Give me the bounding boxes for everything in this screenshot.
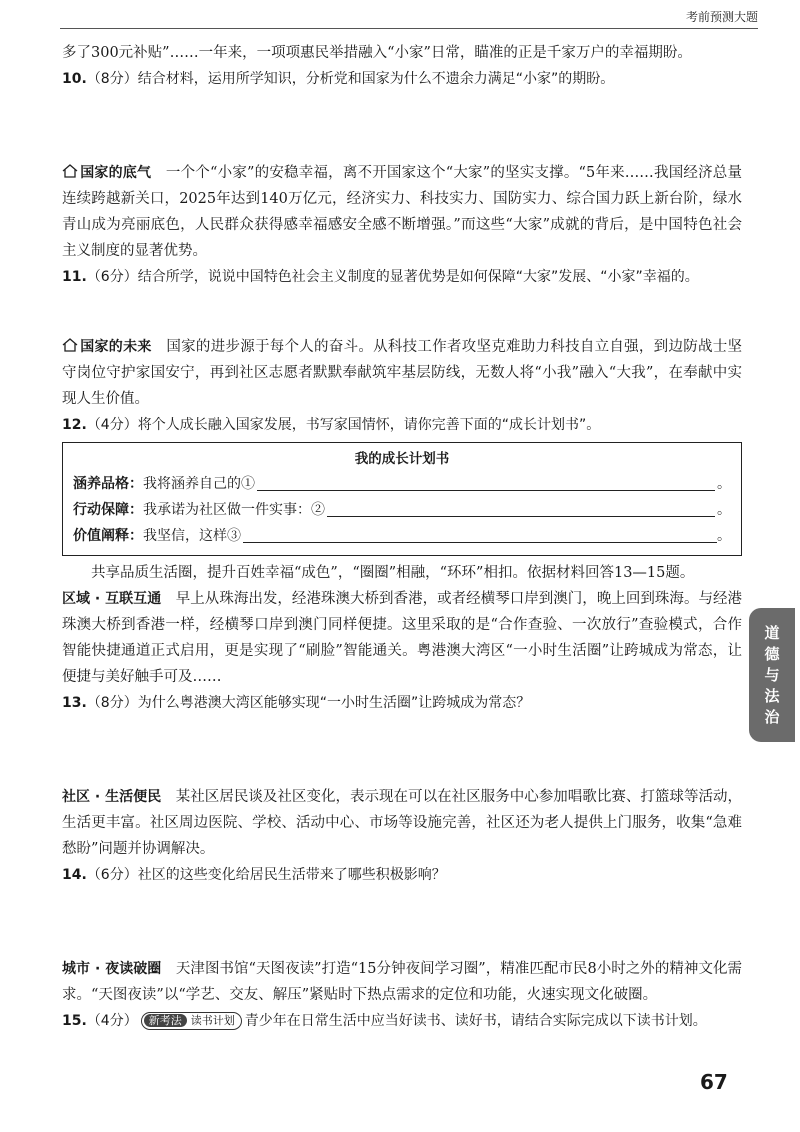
question-number: 10	[62, 71, 82, 87]
section-title: 区域 · 互联互通	[62, 591, 162, 607]
question-number: 11	[62, 269, 82, 285]
question-score: （8分）	[86, 695, 138, 711]
section-text: 天津图书馆“天图夜读”打造“15分钟夜间学习圈”，精准匹配市民8小时之外的精神文化需求。“天图夜读”以“学艺、交友、解压”紧贴时下热点需求的定位和功能，火速实现文化破圈。	[62, 961, 743, 1003]
question-score: （6分）	[86, 867, 138, 883]
question-text: 青少年在日常生活中应当好读书、读好书，请结合实际完成以下读书计划。	[244, 1013, 707, 1029]
answer-blank-2[interactable]	[327, 515, 715, 517]
section-title: 社区 · 生活便民	[62, 789, 162, 805]
question-text: 将个人成长融入国家发展，书写家国情怀，请你完善下面的“成长计划书”。	[137, 417, 601, 433]
question-score: （6分）	[86, 269, 138, 285]
badge-dark-label: 新考法	[144, 1014, 187, 1027]
section-region	[62, 586, 742, 690]
question-score: （4分）	[86, 417, 138, 433]
house-icon	[62, 164, 78, 178]
plan-row-label: 行动保障：	[73, 502, 143, 518]
page-content	[62, 40, 742, 1034]
section-text: 一个个“小家”的安稳幸福，离不开国家这个“大家”的坚实支撑。“5年来……我国经济总量连续跨越新关口，2025年达到140万亿元，经济实力、科技实力、国防实力、综合国力跃上新台阶，绿水青山成为亮丽底色，人民群众获得感幸福感安全感不断增强。”而这些“大家”成就的背后，是中国特色社会主义制度的显著优势。	[62, 165, 743, 259]
section-title: 国家的未来	[80, 339, 152, 355]
running-header: 考前预测大题	[685, 10, 758, 24]
intro-13-15: 共享品质生活圈，提升百姓幸福“成色”，“圈圈”相融，“环环”相扣。依据材料回答13—15题。	[91, 565, 695, 581]
section-dizqi	[62, 160, 742, 264]
plan-row-value: 价值阐释： 我坚信，这样③ 。	[73, 523, 731, 549]
badge-light-label: 读书计划	[190, 1014, 235, 1027]
answer-blank-1[interactable]	[257, 489, 715, 491]
question-11: 11.（6分）结合所学，说说中国特色社会主义制度的显著优势是如何保障“大家”发展、“小家”幸福的。	[62, 269, 699, 285]
page-number: 67	[700, 1070, 728, 1094]
question-number: 15	[62, 1013, 82, 1029]
question-number: 14	[62, 867, 82, 883]
new-method-badge	[141, 1012, 242, 1030]
question-text: 社区的这些变化给居民生活带来了哪些积极影响？	[137, 867, 446, 883]
subject-side-tab: 道 德 与 法 治	[749, 608, 795, 742]
question-15: 15.（4分） 新考法 读书计划 青少年在日常生活中应当好读书、读好书，请结合实际完成以下读书计划。	[62, 1013, 707, 1029]
section-text: 国家的进步源于每个人的奋斗。从科技工作者攻坚克难助力科技自立自强，到边防战士坚守岗位守护家国安宁，再到社区志愿者默默奉献筑牢基层防线，无数人将“小我”融入“大我”，在奉献中实现人生价值。	[62, 339, 743, 407]
question-14: 14.（6分）社区的这些变化给居民生活带来了哪些积极影响？	[62, 867, 446, 883]
question-number: 13	[62, 695, 82, 711]
plan-row-text: 我坚信，这样③	[143, 528, 241, 544]
plan-title: 我的成长计划书	[354, 451, 450, 467]
house-icon	[62, 338, 78, 352]
question-score: （4分）	[86, 1013, 138, 1029]
section-title: 国家的底气	[80, 165, 152, 181]
plan-row-character: 涵养品格： 我将涵养自己的① 。	[73, 471, 731, 497]
question-number: 12	[62, 417, 82, 433]
section-text: 某社区居民谈及社区变化，表示现在可以在社区服务中心参加唱歌比赛、打篮球等活动，生活更丰富。社区周边医院、学校、活动中心、市场等设施完善，社区还为老人提供上门服务，收集“急难愁盼”问题并协调解决。	[62, 789, 743, 857]
section-title: 城市 · 夜读破圈	[62, 961, 162, 977]
plan-row-label: 涵养品格：	[73, 476, 143, 492]
section-text: 早上从珠海出发，经港珠澳大桥到香港，或者经横琴口岸到澳门，晚上回到珠海。与经港珠澳大桥到香港一样，经横琴口岸到澳门同样便捷。这里采取的是“合作查验、一次放行”查验模式，合作智能快捷通道正式启用，更是实现了“刷脸”智能通关。粤港澳大湾区“一小时生活圈”让跨城成为常态，让便捷与美好触手可及……	[62, 591, 743, 685]
plan-row-action: 行动保障： 我承诺为社区做一件实事：② 。	[73, 497, 731, 523]
plan-row-label: 价值阐释：	[73, 528, 143, 544]
question-score: （8分）	[86, 71, 138, 87]
header-rule	[60, 28, 758, 29]
question-text: 为什么粤港澳大湾区能够实现“一小时生活圈”让跨城成为常态？	[137, 695, 531, 711]
question-text: 结合所学，说说中国特色社会主义制度的显著优势是如何保障“大家”发展、“小家”幸福的。	[137, 269, 699, 285]
plan-row-text: 我承诺为社区做一件实事：②	[143, 502, 325, 518]
intro-line: 多了300元补贴”……一年来，一项项惠民举措融入“小家”日常，瞄准的正是千家万户的幸福期盼。	[62, 45, 692, 61]
section-city	[62, 956, 742, 1008]
question-12: 12.（4分）将个人成长融入国家发展，书写家国情怀，请你完善下面的“成长计划书”。	[62, 417, 601, 433]
answer-blank-3[interactable]	[243, 541, 717, 543]
question-text: 结合材料，运用所学知识，分析党和国家为什么不遗余力满足“小家”的期盼。	[137, 71, 615, 87]
plan-row-text: 我将涵养自己的①	[143, 476, 255, 492]
section-community	[62, 784, 742, 862]
growth-plan-box	[62, 442, 742, 556]
question-13: 13.（8分）为什么粤港澳大湾区能够实现“一小时生活圈”让跨城成为常态？	[62, 695, 531, 711]
section-future	[62, 334, 742, 412]
question-10: 10.（8分）结合材料，运用所学知识，分析党和国家为什么不遗余力满足“小家”的期盼。	[62, 71, 615, 87]
